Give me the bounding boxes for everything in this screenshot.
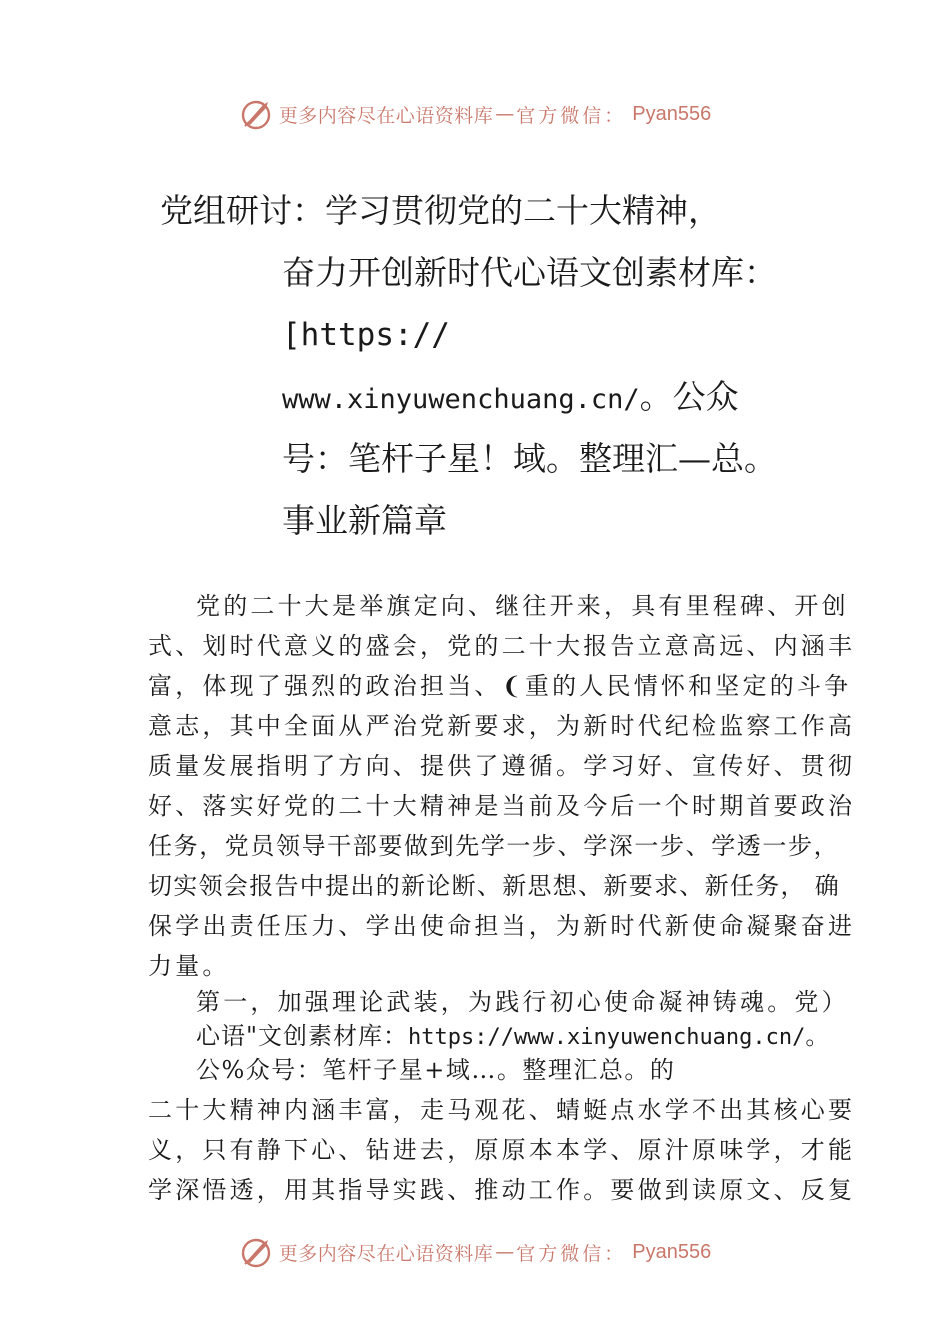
header-banner: [0, 94, 950, 134]
title-line-4: [282, 366, 739, 431]
body-line-15: 义，只有静下心、钻进去，原原本本学、原汁原味学，才能: [148, 1136, 856, 1164]
title-line-4-suffix: 。公众: [639, 377, 739, 416]
body-line-12-end: 。: [805, 1022, 831, 1050]
title-line-3: [https://: [282, 317, 450, 353]
banner-separator: —: [495, 1241, 515, 1263]
banner-separator: —: [495, 103, 515, 125]
body-line-12-url: https://www.xinyuwenchuang.cn/: [408, 1025, 806, 1050]
body-line-6: 好、落实好党的二十大精神是当前及今后一个时期首要政治: [148, 792, 856, 820]
body-line-4: 意志，其中全面从严治党新要求，为新时代纪检监察工作高: [148, 712, 856, 740]
title-url: www.xinyuwenchuang.cn/: [282, 384, 640, 415]
body-line-16: 学深悟透，用其指导实践、推动工作。要做到读原文、反复: [148, 1176, 856, 1204]
body-line-8: 切实领会报告中提出的新论断、新思想、新要求、新任务， 确: [148, 872, 841, 900]
banner-text: 更多内容尽在心语资料库: [278, 104, 494, 127]
banner-wechat-label: 官方微信：: [516, 1242, 627, 1265]
body-line-7: 任务，党员领导干部要做到先学一步、学深一步、学透一步，: [148, 832, 840, 860]
body-line-10: 力量。: [148, 952, 230, 980]
body-line-14: 二十大精神内涵丰富，走马观花、蜻蜓点水学不出其核心要: [148, 1096, 856, 1124]
body-line-5: 质量发展指明了方向、提供了遵循。学习好、宣传好、贯彻: [148, 752, 856, 780]
body-line-9: 保学出责任压力、学出使命担当，为新时代新使命凝聚奋进: [148, 912, 856, 940]
title-line-6: 事业新篇章: [282, 501, 447, 540]
body-line-13: 公%众号：笔杆子星+域…。整理汇总。的: [196, 1056, 676, 1084]
title-line-5: 号：笔杆子星！域。整理汇—总。: [282, 439, 777, 478]
footer-banner: [0, 1232, 950, 1272]
pen-logo-icon: [239, 1234, 275, 1270]
title-line-2: 奋力开创新时代心语文创素材库：: [282, 253, 777, 292]
banner-text: 更多内容尽在心语资料库: [278, 1242, 494, 1265]
body-line-11: 第一，加强理论武装，为践行初心使命凝神铸魂。党）: [196, 988, 849, 1016]
banner-wechat-id: Pyan556: [632, 1240, 712, 1263]
banner-wechat-id: Pyan556: [632, 102, 712, 125]
pen-logo-icon: [239, 96, 275, 132]
body-line-3: 富，体现了强烈的政治担当、❨重的人民情怀和坚定的斗争: [148, 672, 852, 700]
body-line-2: 式、划时代意义的盛会，党的二十大报告立意高远、内涵丰: [148, 632, 856, 660]
body-line-1: 党的二十大是举旗定向、继往开来，具有里程碑、开创: [196, 592, 849, 620]
body-line-12-text: 心语"文创素材库：: [196, 1022, 409, 1050]
title-line-1: 党组研讨：学习贯彻党的二十大精神，: [160, 191, 721, 230]
banner-wechat-label: 官方微信：: [516, 104, 627, 127]
